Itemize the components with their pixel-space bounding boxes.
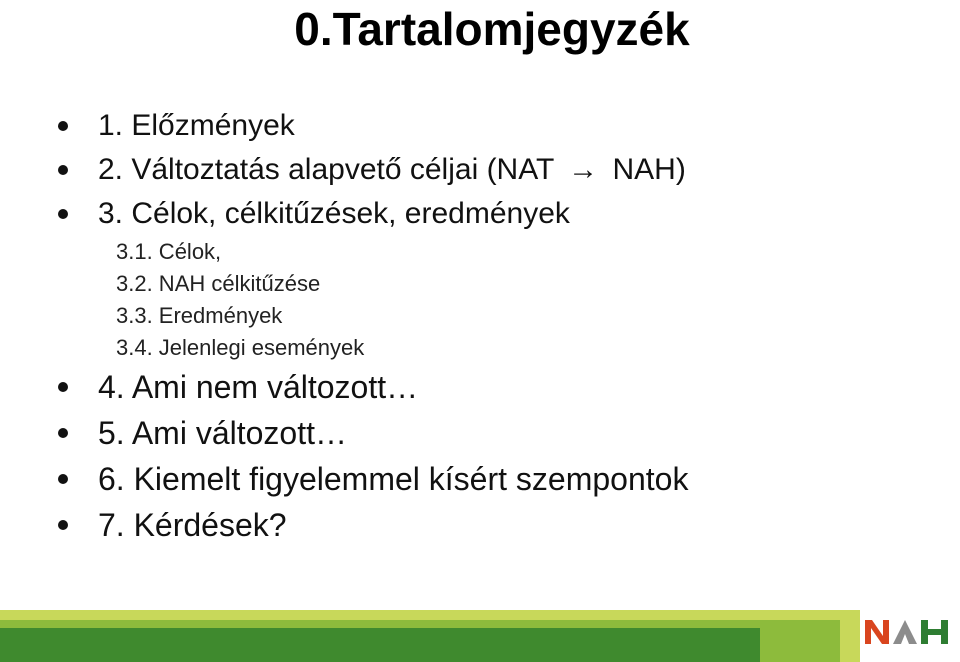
bullet-icon bbox=[58, 165, 68, 175]
page-title: 0.Tartalomjegyzék bbox=[294, 3, 690, 55]
toc-subitem-3-1: 3.1. Célok, bbox=[116, 239, 222, 264]
toc-item-4 bbox=[58, 364, 938, 410]
bullet-icon bbox=[58, 428, 68, 438]
bullet-icon bbox=[58, 474, 68, 484]
bullet-icon bbox=[58, 209, 68, 219]
toc-subitem-3-3: 3.3. Eredmények bbox=[116, 303, 283, 328]
toc-item-label: 4. Ami nem változott… bbox=[98, 369, 419, 405]
table-of-contents bbox=[58, 104, 938, 548]
footer-band-dark bbox=[0, 628, 760, 662]
toc-item-label: 1. Előzmények bbox=[98, 109, 295, 142]
bullet-icon bbox=[58, 382, 68, 392]
toc-subitems bbox=[58, 236, 938, 364]
toc-item-5 bbox=[58, 410, 938, 456]
toc-item-2 bbox=[58, 148, 938, 192]
toc-item-3 bbox=[58, 192, 938, 236]
toc-item-label-after: NAH) bbox=[612, 153, 686, 186]
footer-band bbox=[0, 610, 960, 662]
toc-item-label: 6. Kiemelt figyelemmel kísért szempontok bbox=[98, 461, 689, 497]
toc-subitem-3-4: 3.4. Jelenlegi események bbox=[116, 335, 365, 360]
toc-item-label-before: 2. Változtatás alapvető céljai (NAT bbox=[98, 153, 554, 186]
bullet-icon bbox=[58, 520, 68, 530]
toc-item-label: 5. Ami változott… bbox=[98, 415, 347, 451]
toc-item-label: 3. Célok, célkitűzések, eredmények bbox=[98, 197, 570, 230]
toc-item-label: 7. Kérdések? bbox=[98, 507, 287, 543]
toc-item-1 bbox=[58, 104, 938, 148]
toc-item-6 bbox=[58, 456, 938, 502]
toc-subitem-3-2: 3.2. NAH célkitűzése bbox=[116, 271, 321, 296]
nah-logo-icon bbox=[863, 616, 951, 648]
toc-item-7 bbox=[58, 502, 938, 548]
bullet-icon bbox=[58, 121, 68, 131]
arrow-right-icon: → bbox=[568, 153, 599, 186]
